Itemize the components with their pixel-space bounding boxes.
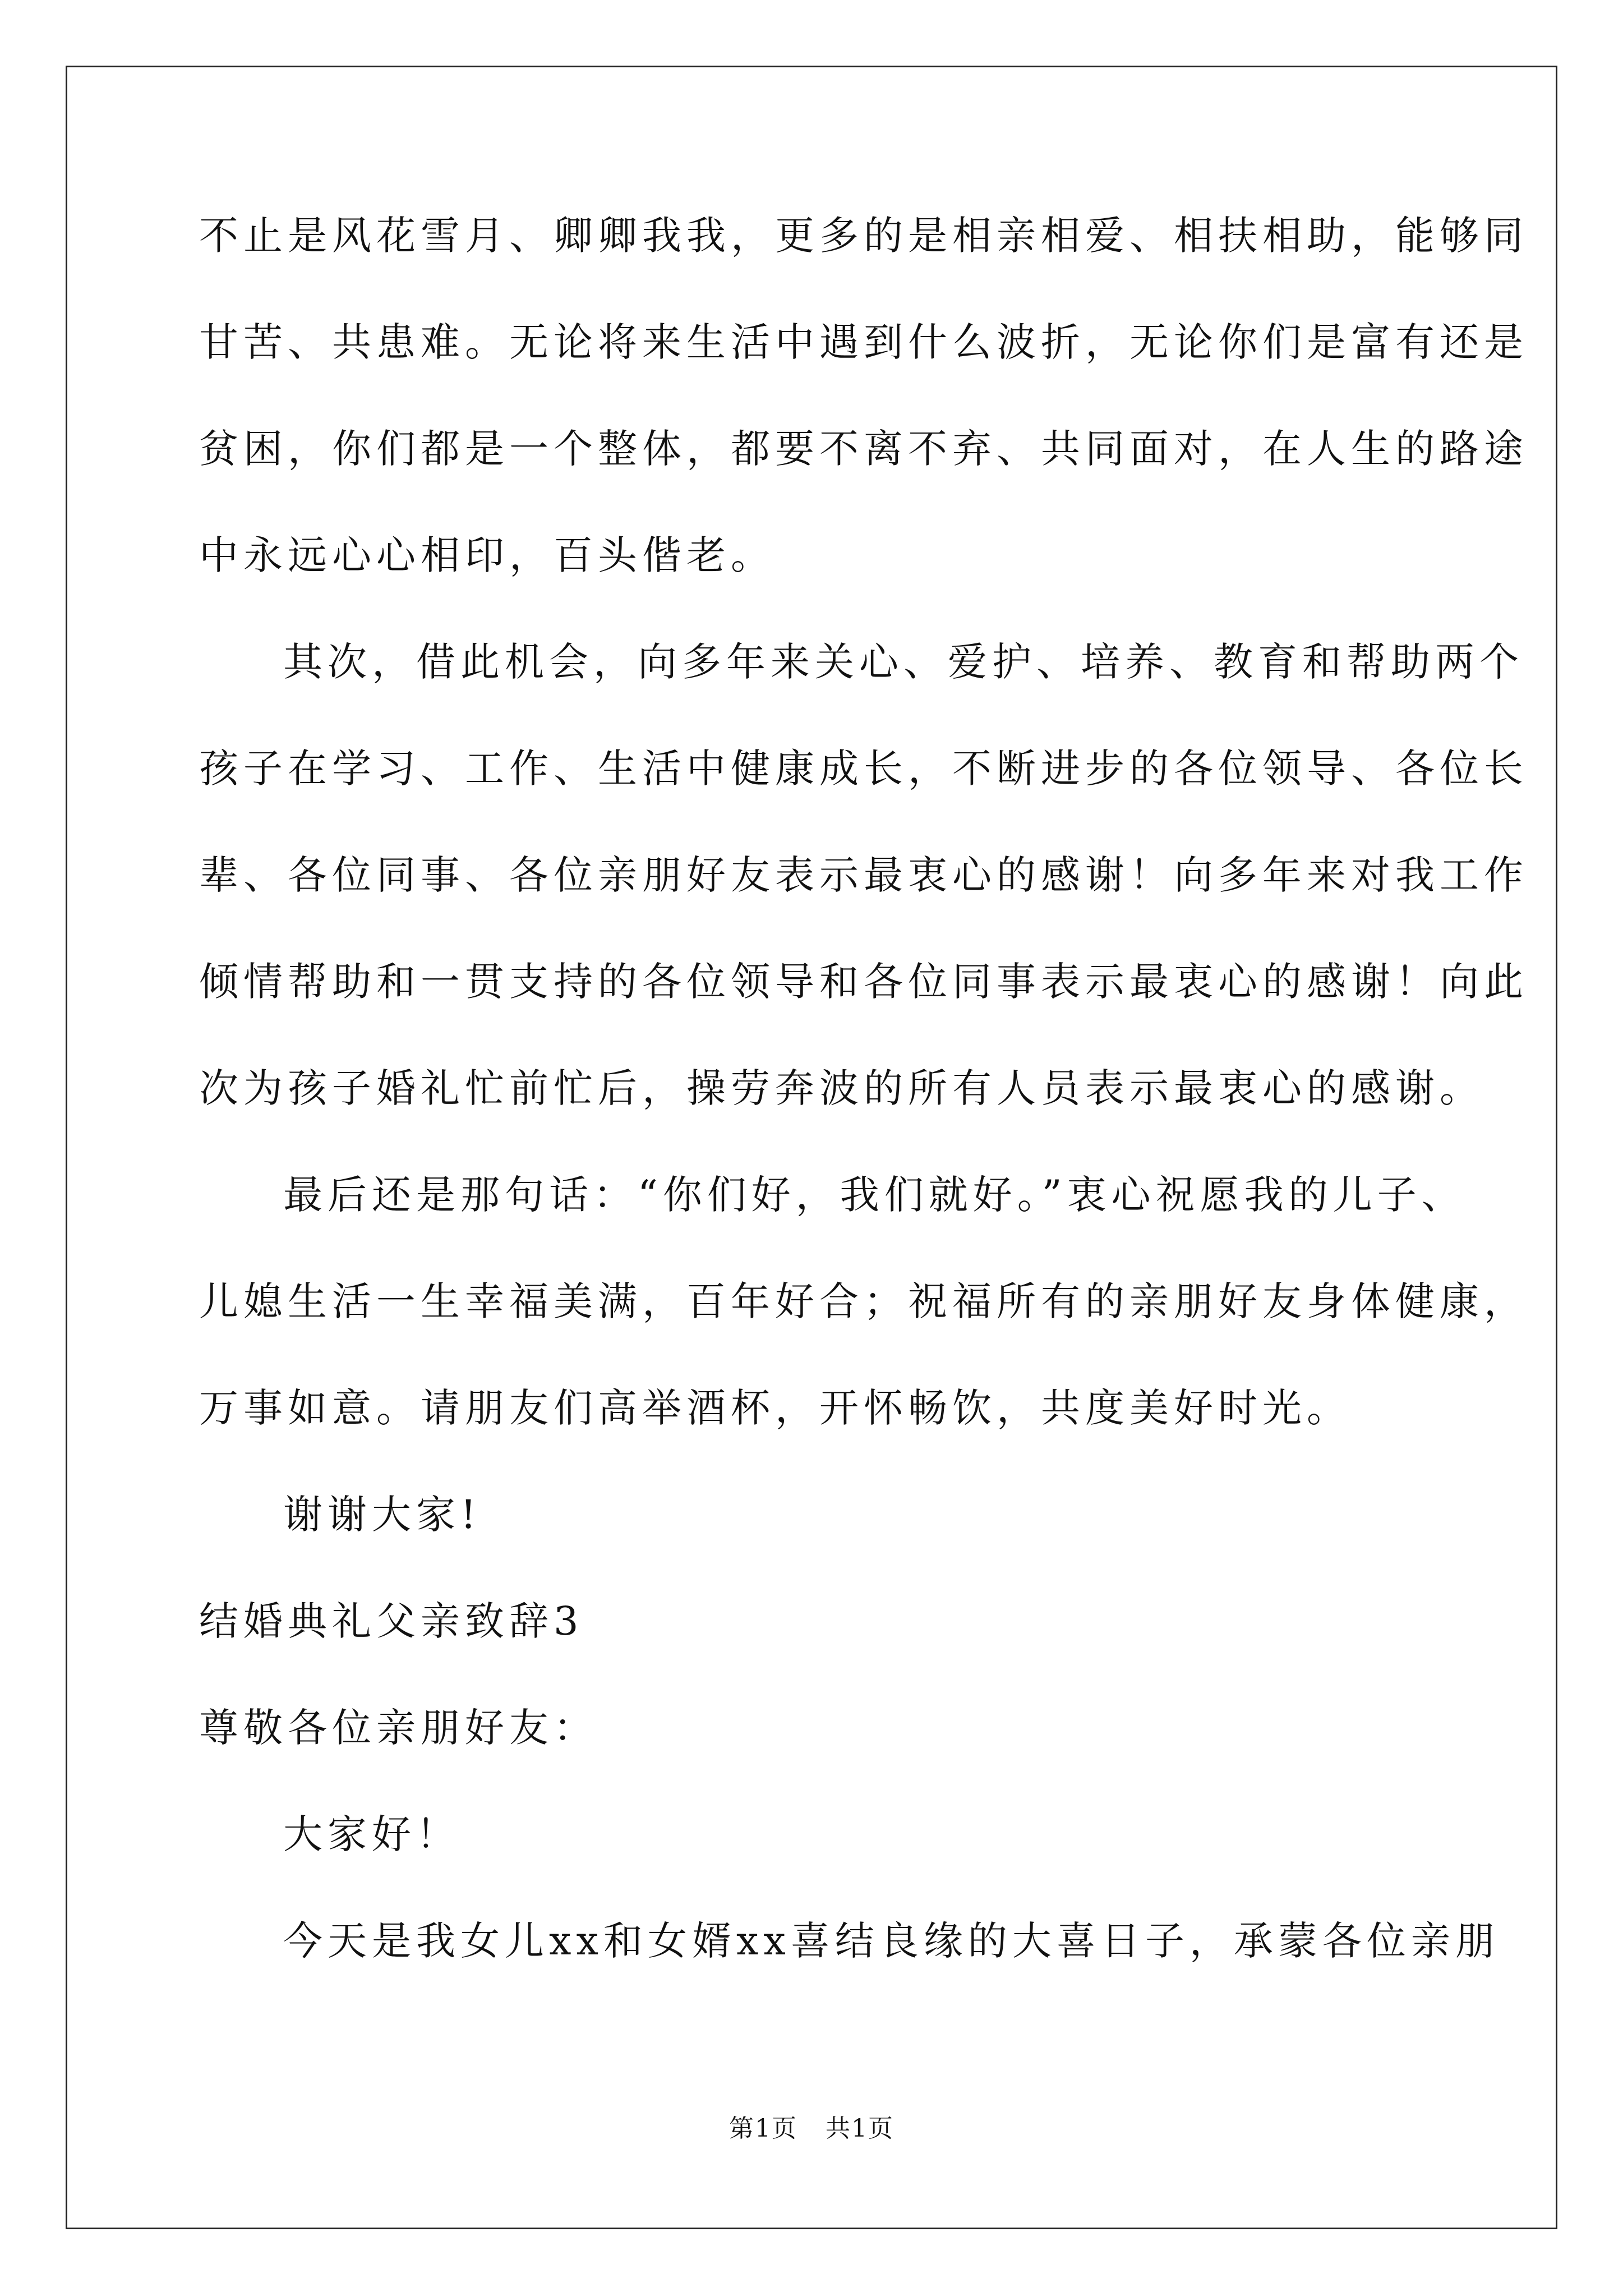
greeting: 大家好！ bbox=[283, 1811, 460, 1857]
page-footer bbox=[0, 2108, 1623, 2144]
text-line: 辈、各位同事、各位亲朋好友表示最衷心的感谢！向多年来对我工作 bbox=[199, 852, 1528, 898]
text-line: 甘苦、共患难。无论将来生活中遇到什么波折，无论你们是富有还是 bbox=[199, 319, 1528, 365]
text-line: 最后还是那句话：“你们好，我们就好。”衷心祝愿我的儿子、 bbox=[283, 1172, 1466, 1218]
document-body bbox=[199, 208, 1528, 2019]
text-line: 不止是风花雪月、卿卿我我，更多的是相亲相爱、相扶相助，能够同 bbox=[199, 213, 1528, 259]
text-line: 孩子在学习、工作、生活中健康成长，不断进步的各位领导、各位长 bbox=[199, 746, 1528, 792]
text-line: 谢谢大家! bbox=[283, 1492, 482, 1538]
text-line: 倾情帮助和一贯支持的各位领导和各位同事表示最衷心的感谢！向此 bbox=[199, 959, 1528, 1005]
text-line: 其次，借此机会，向多年来关心、爱护、培养、教育和帮助两个 bbox=[283, 639, 1524, 685]
section-heading: 结婚典礼父亲致辞3 bbox=[199, 1598, 584, 1644]
text-line: 贫困，你们都是一个整体，都要不离不弃、共同面对，在人生的路途 bbox=[199, 426, 1528, 472]
salutation: 尊敬各位亲朋好友： bbox=[199, 1705, 598, 1751]
page-number-total: 共1页 bbox=[826, 2114, 894, 2143]
text-line: 儿媳生活一生幸福美满，百年好合；祝福所有的亲朋好友身体健康， bbox=[199, 1278, 1528, 1324]
text-line: 今天是我女儿xx和女婿xx喜结良缘的大喜日子，承蒙各位亲朋 bbox=[283, 1918, 1500, 1964]
text-line: 次为孩子婚礼忙前忙后，操劳奔波的所有人员表示最衷心的感谢。 bbox=[199, 1065, 1484, 1111]
text-line: 中永远心心相印，百头偕老。 bbox=[199, 532, 775, 578]
page-number-current: 第1页 bbox=[729, 2114, 797, 2143]
text-line: 万事如意。请朋友们高举酒杯，开怀畅饮，共度美好时光。 bbox=[199, 1385, 1351, 1431]
